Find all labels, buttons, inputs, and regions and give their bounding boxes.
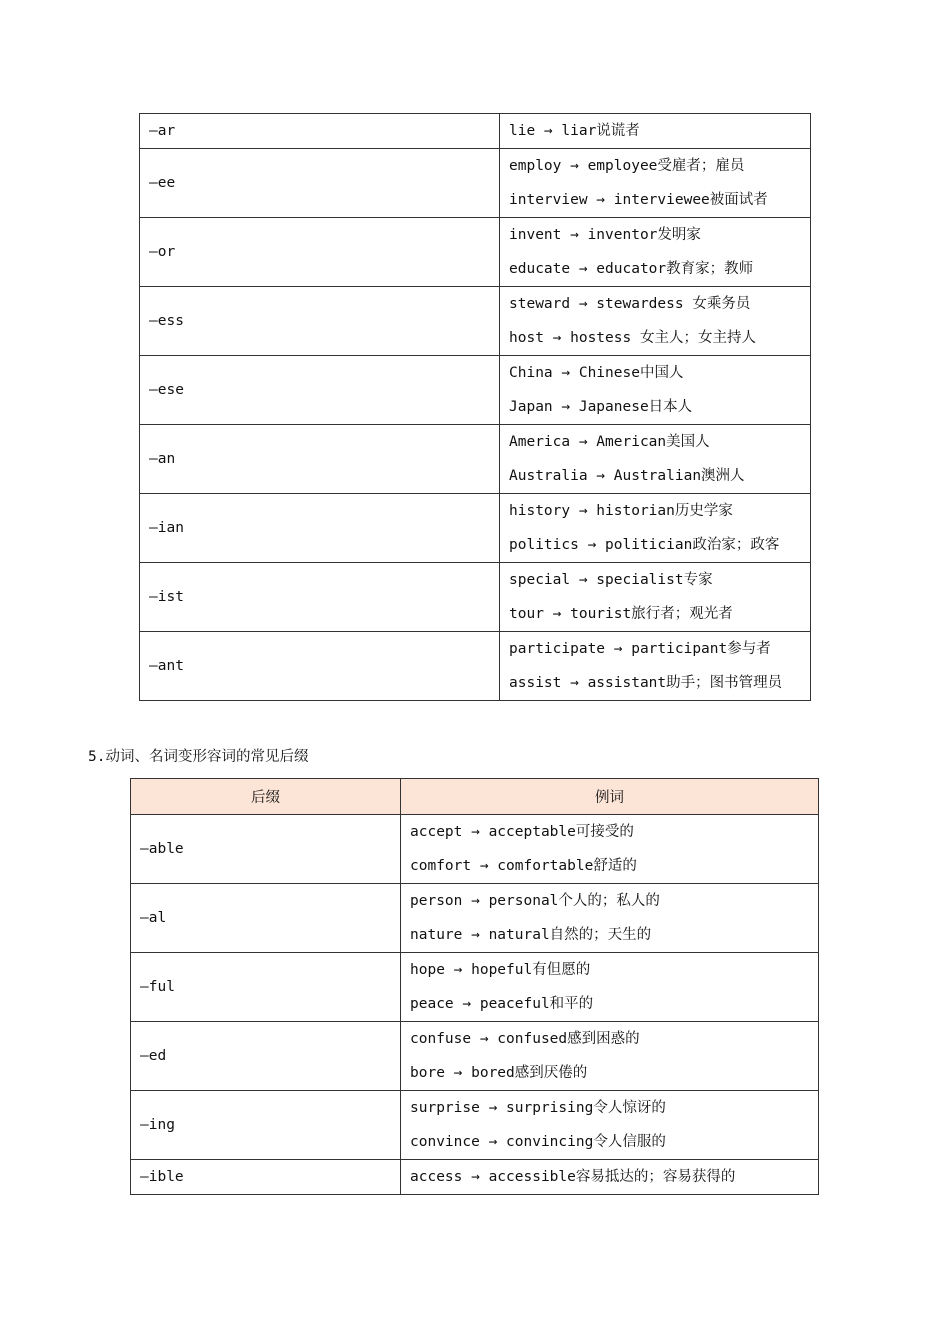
example-cell <box>500 425 811 494</box>
suffix-cell: —or <box>140 218 500 287</box>
suffix-cell: —ible <box>131 1160 401 1195</box>
example-line: assist → assistant助手；图书管理员 <box>509 675 783 691</box>
table-row <box>131 1091 819 1160</box>
table-row <box>140 114 811 149</box>
example-cell <box>401 1022 819 1091</box>
example-line: politics → politician政治家；政客 <box>509 537 780 553</box>
example-line: nature → natural自然的；天生的 <box>410 927 652 943</box>
example-cell <box>500 149 811 218</box>
table-row <box>140 218 811 287</box>
suffix-cell: —ee <box>140 149 500 218</box>
example-line: lie → liar说谎者 <box>509 123 640 139</box>
column-header-suffix: 后缀 <box>131 779 401 815</box>
adjective-suffix-table <box>130 778 819 1195</box>
suffix-cell: —ed <box>131 1022 401 1091</box>
example-line: employ → employee受雇者；雇员 <box>509 158 745 174</box>
table-row <box>131 1160 819 1195</box>
example-line: Australia → Australian澳洲人 <box>509 468 745 484</box>
suffix-cell: —ar <box>140 114 500 149</box>
table-row <box>140 632 811 701</box>
suffix-cell: —ful <box>131 953 401 1022</box>
example-cell <box>500 287 811 356</box>
example-line: special → specialist专家 <box>509 572 713 588</box>
table-row <box>131 815 819 884</box>
example-line: comfort → comfortable舒适的 <box>410 858 637 874</box>
example-line: surprise → surprising令人惊讶的 <box>410 1100 666 1116</box>
suffix-cell: —ing <box>131 1091 401 1160</box>
example-cell <box>500 632 811 701</box>
example-cell <box>401 953 819 1022</box>
example-line: hope → hopeful有但愿的 <box>410 962 591 978</box>
example-line: steward → stewardess 女乘务员 <box>509 296 751 312</box>
suffix-cell: —ist <box>140 563 500 632</box>
example-line: access → accessible容易抵达的；容易获得的 <box>410 1169 736 1185</box>
table-row <box>131 884 819 953</box>
example-line: bore → bored感到厌倦的 <box>410 1065 588 1081</box>
example-line: convince → convincing令人信服的 <box>410 1134 666 1150</box>
example-cell <box>401 1091 819 1160</box>
example-line: interview → interviewee被面试者 <box>509 192 768 208</box>
column-header-examples: 例词 <box>401 779 819 815</box>
table-row <box>140 563 811 632</box>
example-line: host → hostess 女主人；女主持人 <box>509 330 756 346</box>
example-line: participate → participant参与者 <box>509 641 771 657</box>
section-heading: 5.动词、名词变形容词的常见后缀 <box>88 749 309 765</box>
example-line: America → American美国人 <box>509 434 710 450</box>
example-line: invent → inventor发明家 <box>509 227 701 243</box>
example-cell <box>500 218 811 287</box>
example-line: confuse → confused感到困惑的 <box>410 1031 640 1047</box>
suffix-cell: —an <box>140 425 500 494</box>
example-line: person → personal个人的；私人的 <box>410 893 660 909</box>
table-row <box>140 149 811 218</box>
table-header-row <box>131 779 819 815</box>
suffix-cell: —ian <box>140 494 500 563</box>
suffix-cell: —al <box>131 884 401 953</box>
example-line: educate → educator教育家；教师 <box>509 261 754 277</box>
example-line: Japan → Japanese日本人 <box>509 399 693 415</box>
example-line: tour → tourist旅行者；观光者 <box>509 606 733 622</box>
suffix-cell: —able <box>131 815 401 884</box>
example-line: history → historian历史学家 <box>509 503 733 519</box>
example-cell <box>401 884 819 953</box>
example-cell <box>500 114 811 149</box>
table-row <box>140 287 811 356</box>
table-row <box>131 1022 819 1091</box>
suffix-cell: —ese <box>140 356 500 425</box>
noun-suffix-table <box>139 113 811 701</box>
suffix-cell: —ess <box>140 287 500 356</box>
example-cell <box>401 1160 819 1195</box>
example-cell <box>500 494 811 563</box>
table-row <box>131 953 819 1022</box>
table-row <box>140 356 811 425</box>
table-row <box>140 494 811 563</box>
example-line: accept → acceptable可接受的 <box>410 824 634 840</box>
example-line: peace → peaceful和平的 <box>410 996 594 1012</box>
example-cell <box>500 563 811 632</box>
table-row <box>140 425 811 494</box>
example-line: China → Chinese中国人 <box>509 365 684 381</box>
example-cell <box>401 815 819 884</box>
example-cell <box>500 356 811 425</box>
suffix-cell: —ant <box>140 632 500 701</box>
